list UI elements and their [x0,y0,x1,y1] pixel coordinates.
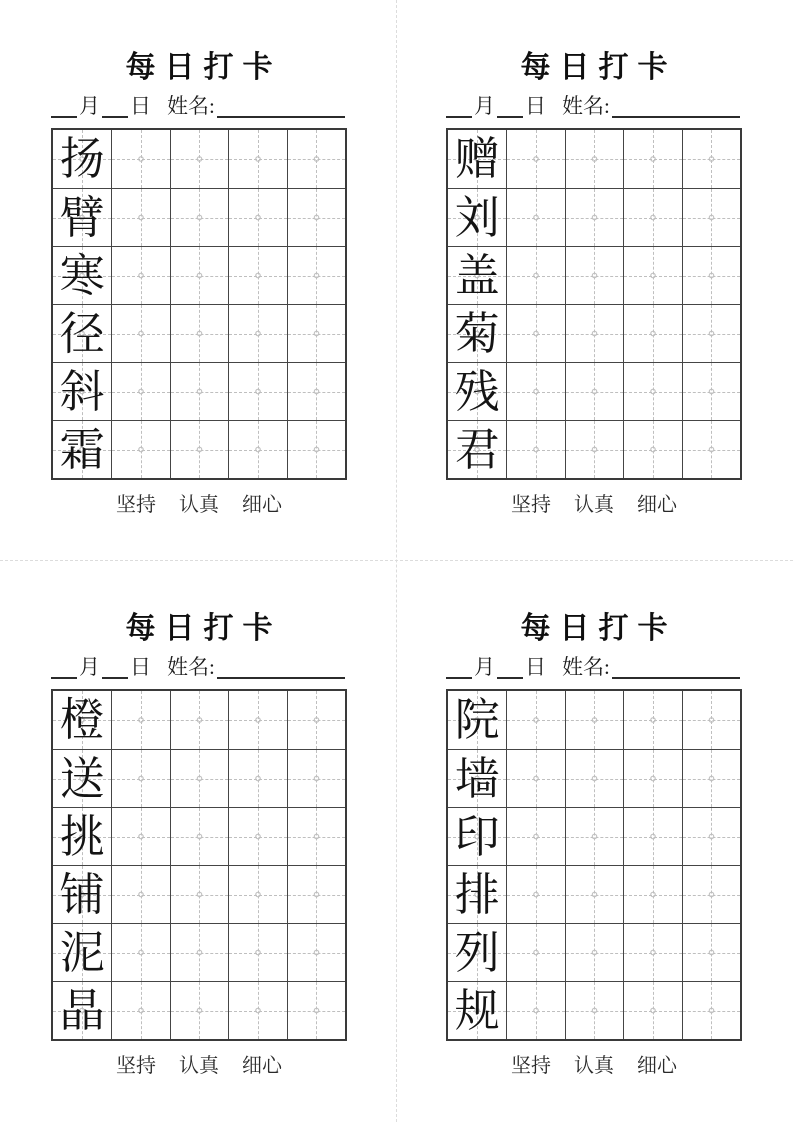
card-title: 每日打卡 [520,612,677,645]
practice-cell [228,246,286,304]
practice-cell [623,188,681,246]
practice-cell [170,130,228,188]
practice-cell [682,923,740,981]
practice-cell [170,246,228,304]
model-character: 送 [59,753,105,804]
model-character-cell [448,865,506,923]
practice-cell [287,981,345,1039]
practice-cell [623,749,681,807]
model-character-cell [448,691,506,749]
practice-cell [170,865,228,923]
practice-cell [623,420,681,478]
practice-cell [111,362,169,420]
practice-cell [623,865,681,923]
practice-cell [170,420,228,478]
date-name-line [51,92,347,118]
practice-cell [111,304,169,362]
practice-cell [565,362,623,420]
practice-cell [170,362,228,420]
practice-cell [565,304,623,362]
model-character: 墙 [454,753,500,804]
practice-cell [287,304,345,362]
practice-cell [287,865,345,923]
practice-cell [506,691,564,749]
date-name-line [446,653,742,679]
card-title: 每日打卡 [520,51,677,84]
practice-cell [228,981,286,1039]
practice-cell [287,246,345,304]
month-label: 月 [474,94,495,118]
practice-cell [111,691,169,749]
name-label: 姓名: [167,655,215,679]
practice-cell [111,923,169,981]
practice-cell [506,246,564,304]
practice-cell [506,420,564,478]
practice-cell [682,749,740,807]
practice-cell [170,807,228,865]
practice-cell [228,188,286,246]
model-character-cell [53,923,111,981]
card-footer-motto: 坚持 认真 细心 [116,494,282,516]
model-character-cell [53,807,111,865]
model-character: 排 [454,869,500,920]
practice-cell [682,130,740,188]
practice-cell [170,691,228,749]
practice-cell [111,130,169,188]
model-character: 盖 [454,250,500,301]
month-blank-line [51,657,77,679]
practice-cell [565,749,623,807]
practice-cell [565,246,623,304]
model-character-cell [448,807,506,865]
model-character-cell [53,188,111,246]
card-footer-motto: 坚持 认真 细心 [511,494,677,516]
model-character: 残 [454,366,500,417]
model-character-cell [53,981,111,1039]
name-label: 姓名: [562,94,610,118]
practice-cell [565,691,623,749]
model-character-cell [448,923,506,981]
model-character: 菊 [454,308,500,359]
practice-cell [228,807,286,865]
practice-cell [506,749,564,807]
practice-cell [287,130,345,188]
model-character-cell [53,691,111,749]
practice-cell [682,981,740,1039]
practice-cell [623,807,681,865]
model-character: 印 [454,811,500,862]
practice-cell [287,420,345,478]
model-character: 挑 [59,811,105,862]
practice-cell [111,807,169,865]
model-character-cell [53,749,111,807]
name-blank-line [612,96,740,118]
day-blank-line [497,657,523,679]
practice-cell [111,981,169,1039]
model-character-cell [53,130,111,188]
model-character: 斜 [59,366,105,417]
practice-grid [446,128,742,480]
practice-cell [565,923,623,981]
name-blank-line [217,96,345,118]
model-character-cell [448,304,506,362]
model-character: 霜 [59,424,105,475]
practice-cell [623,691,681,749]
practice-cell [287,923,345,981]
practice-cell [682,246,740,304]
model-character: 刘 [454,192,500,243]
practice-cell [506,130,564,188]
practice-cell [111,246,169,304]
practice-grid [51,689,347,1041]
model-character: 院 [454,695,500,745]
model-character-cell [448,362,506,420]
practice-cell [565,188,623,246]
practice-cell [228,865,286,923]
model-character-cell [448,188,506,246]
day-label: 日 [130,94,151,118]
practice-cell [682,691,740,749]
month-label: 月 [79,94,100,118]
practice-cell [682,362,740,420]
practice-cell [682,807,740,865]
practice-cell [565,130,623,188]
practice-cell [111,749,169,807]
model-character: 臂 [59,192,105,243]
practice-cell [623,981,681,1039]
practice-cell [228,749,286,807]
model-character: 君 [454,424,500,475]
day-blank-line [102,96,128,118]
month-blank-line [446,657,472,679]
practice-cell [623,246,681,304]
practice-cell [506,807,564,865]
practice-cell [170,923,228,981]
practice-cell [111,865,169,923]
model-character-cell [448,749,506,807]
practice-cell [623,130,681,188]
worksheet-card-bottom-left [51,561,347,1078]
model-character-cell [448,981,506,1039]
practice-grid [51,128,347,480]
model-character: 铺 [59,869,105,920]
practice-cell [228,304,286,362]
name-label: 姓名: [167,94,215,118]
practice-cell [506,923,564,981]
practice-cell [623,362,681,420]
practice-cell [565,420,623,478]
month-blank-line [51,96,77,118]
practice-cell [287,188,345,246]
practice-cell [170,749,228,807]
card-footer-motto: 坚持 认真 细心 [116,1055,282,1077]
model-character-cell [448,246,506,304]
practice-cell [506,362,564,420]
model-character: 规 [454,985,500,1036]
model-character: 泥 [59,927,105,978]
date-name-line [51,653,347,679]
model-character: 橙 [59,695,105,745]
practice-cell [228,362,286,420]
card-title: 每日打卡 [125,51,282,84]
practice-cell [111,420,169,478]
day-label: 日 [525,94,546,118]
practice-cell [287,691,345,749]
practice-cell [623,304,681,362]
practice-cell [506,304,564,362]
practice-cell [170,188,228,246]
practice-cell [565,807,623,865]
practice-cell [682,420,740,478]
worksheet-card-top-left [51,0,347,517]
model-character-cell [448,130,506,188]
model-character-cell [53,420,111,478]
month-label: 月 [79,655,100,679]
name-label: 姓名: [562,655,610,679]
practice-cell [228,691,286,749]
practice-cell [111,188,169,246]
practice-cell [287,749,345,807]
month-label: 月 [474,655,495,679]
model-character: 晶 [59,985,105,1036]
vertical-cut-line [396,0,397,1122]
practice-cell [682,865,740,923]
model-character: 扬 [59,134,105,184]
model-character-cell [53,246,111,304]
model-character-cell [448,420,506,478]
practice-cell [623,923,681,981]
practice-cell [506,865,564,923]
practice-cell [506,188,564,246]
practice-cell [228,130,286,188]
practice-cell [287,807,345,865]
name-blank-line [217,657,345,679]
practice-cell [682,304,740,362]
practice-cell [228,420,286,478]
worksheet-card-top-right [446,0,742,517]
model-character-cell [53,362,111,420]
model-character: 赠 [454,134,500,184]
month-blank-line [446,96,472,118]
model-character-cell [53,304,111,362]
date-name-line [446,92,742,118]
card-title: 每日打卡 [125,612,282,645]
day-blank-line [102,657,128,679]
practice-cell [565,865,623,923]
day-label: 日 [525,655,546,679]
practice-grid [446,689,742,1041]
day-label: 日 [130,655,151,679]
name-blank-line [612,657,740,679]
model-character: 列 [454,927,500,978]
practice-cell [682,188,740,246]
practice-cell [287,362,345,420]
model-character-cell [53,865,111,923]
model-character: 寒 [59,250,105,301]
card-footer-motto: 坚持 认真 细心 [511,1055,677,1077]
practice-cell [228,923,286,981]
practice-cell [506,981,564,1039]
practice-cell [170,304,228,362]
practice-cell [170,981,228,1039]
model-character: 径 [59,308,105,359]
worksheet-card-bottom-right [446,561,742,1078]
practice-cell [565,981,623,1039]
day-blank-line [497,96,523,118]
